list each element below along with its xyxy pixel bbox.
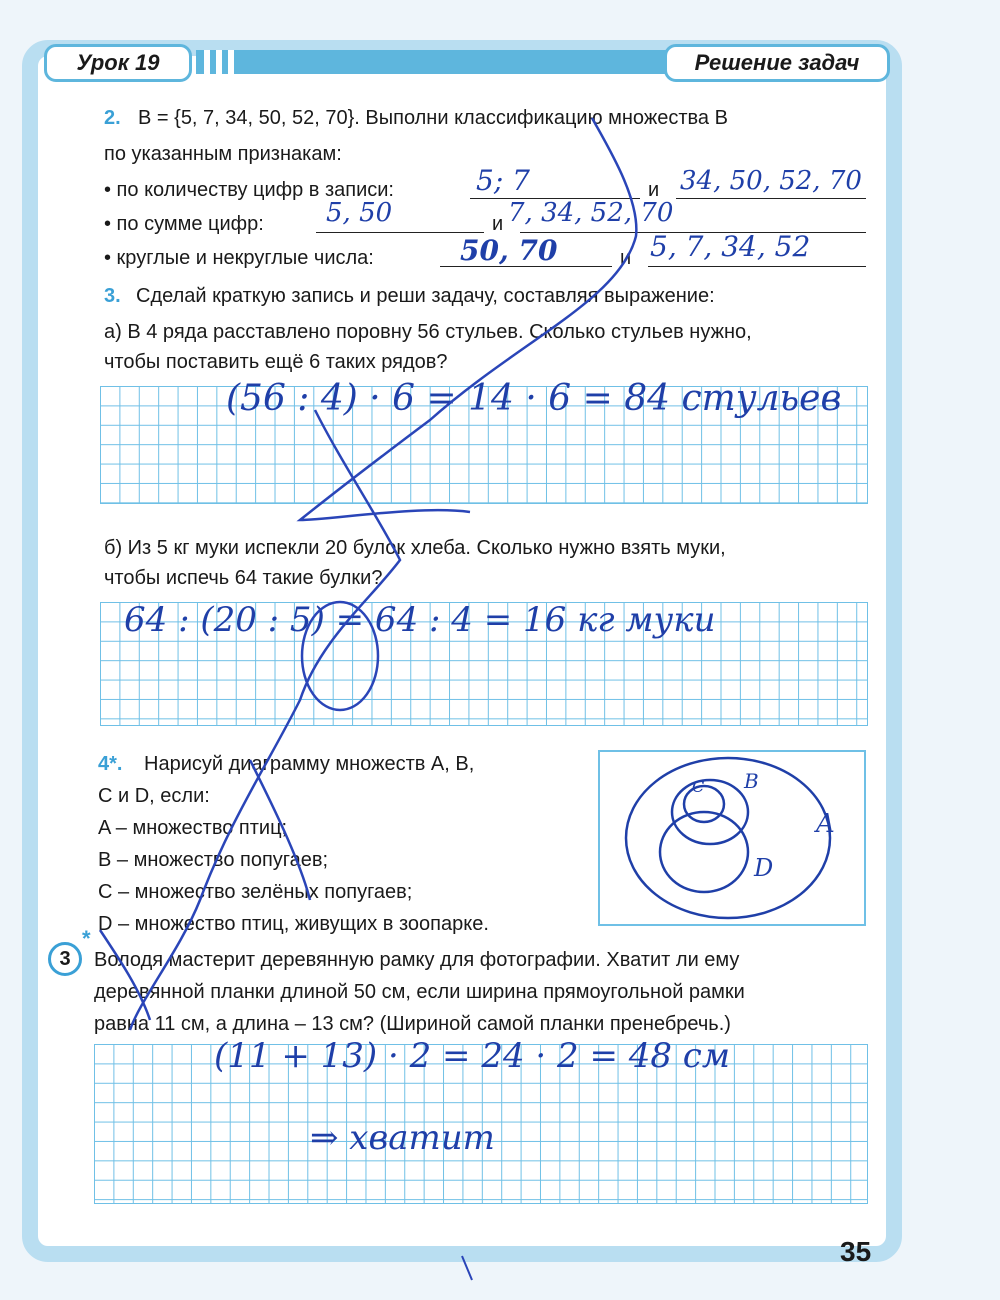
handwritten-solution-3a: (56 : 4) · 6 = 14 · 6 = 84 стульев — [226, 378, 842, 419]
star-icon: * — [82, 926, 91, 951]
handwritten-conclusion: ⇒ хватит — [310, 1118, 495, 1158]
answer-line — [676, 198, 866, 199]
topic-badge: Решение задач — [664, 44, 890, 82]
handwritten-solution-3b: 64 : (20 : 5) = 64 : 4 = 16 кг муки — [124, 600, 716, 640]
and-label: и — [492, 213, 504, 235]
and-label: и — [648, 179, 660, 201]
task3-statement: Сделай краткую запись и реши задачу, составляя выражение: — [136, 285, 715, 307]
set-d-circle — [660, 812, 748, 892]
task3-number: 3. — [104, 285, 121, 307]
extra-task-line-3: равна 11 см, а длина – 13 см? (Шириной самой планки пренебречь.) — [94, 1013, 731, 1035]
header-bar — [196, 50, 666, 74]
handwritten-solution-extra: (11 + 13) · 2 = 24 · 2 = 48 см — [214, 1036, 731, 1076]
diagram-box — [598, 750, 866, 926]
task4-number: 4*. — [98, 753, 123, 775]
set-a-circle — [626, 758, 830, 918]
task4-line-3: A – множество птиц; — [98, 817, 288, 839]
header-stripe — [228, 50, 234, 74]
task2-statement: B = {5, 7, 34, 50, 52, 70}. Выполни классификацию множества B — [138, 107, 728, 129]
handwritten-answer: 50, 70 — [460, 234, 558, 267]
handwritten-answer: 5, 7, 34, 52 — [650, 230, 811, 263]
handwritten-answer: 7, 34, 52, 70 — [508, 198, 674, 228]
task4-line-6: D – множество птиц, живущих в зоопарке. — [98, 913, 489, 935]
task4-line-4: B – множество попугаев; — [98, 849, 329, 871]
task3b-line-1: б) Из 5 кг муки испекли 20 булок хлеба. Сколько нужно взять муки, — [104, 537, 726, 559]
label-a: A — [816, 809, 835, 839]
label-d: D — [754, 854, 774, 882]
task4-line-5: C – множество зелёных попугаев; — [98, 881, 413, 903]
label-c: C — [692, 777, 705, 796]
header-stripe — [216, 50, 222, 74]
label-b: B — [744, 769, 759, 793]
lesson-badge: Урок 19 — [44, 44, 192, 82]
handwritten-answer: 34, 50, 52, 70 — [680, 166, 862, 196]
task2-criterion-1: • по количеству цифр в записи: — [104, 179, 394, 201]
task2-statement-2: по указанным признакам: — [104, 143, 342, 165]
handwritten-answer: 5; 7 — [476, 164, 530, 197]
answer-line — [648, 266, 866, 267]
task4-line-2: C и D, если: — [98, 785, 210, 807]
task2-criterion-3: • круглые и некруглые числа: — [104, 247, 374, 269]
task2-number: 2. — [104, 107, 121, 129]
header-stripe — [204, 50, 210, 74]
task3a-line-1: а) В 4 ряда расставлено поровну 56 стульев. Сколько стульев нужно, — [104, 321, 752, 343]
task2-criterion-2: • по сумме цифр: — [104, 213, 264, 235]
extra-task-line-1: Володя мастерит деревянную рамку для фотографии. Хватит ли ему — [94, 949, 740, 971]
handwritten-answer: 5, 50 — [326, 198, 393, 228]
task4-line-1: Нарисуй диаграмму множеств A, B, — [144, 753, 475, 775]
task3b-line-2: чтобы испечь 64 такие булки? — [104, 567, 383, 589]
and-label: и — [620, 247, 632, 269]
page-number: 35 — [840, 1236, 872, 1267]
answer-line — [316, 232, 484, 233]
task3a-line-2: чтобы поставить ещё 6 таких рядов? — [104, 351, 448, 373]
venn-diagram — [600, 752, 868, 928]
task-circle-number: 3 — [48, 942, 82, 976]
extra-task-line-2: деревянной планки длиной 50 см, если ширина прямоугольной рамки — [94, 981, 745, 1003]
